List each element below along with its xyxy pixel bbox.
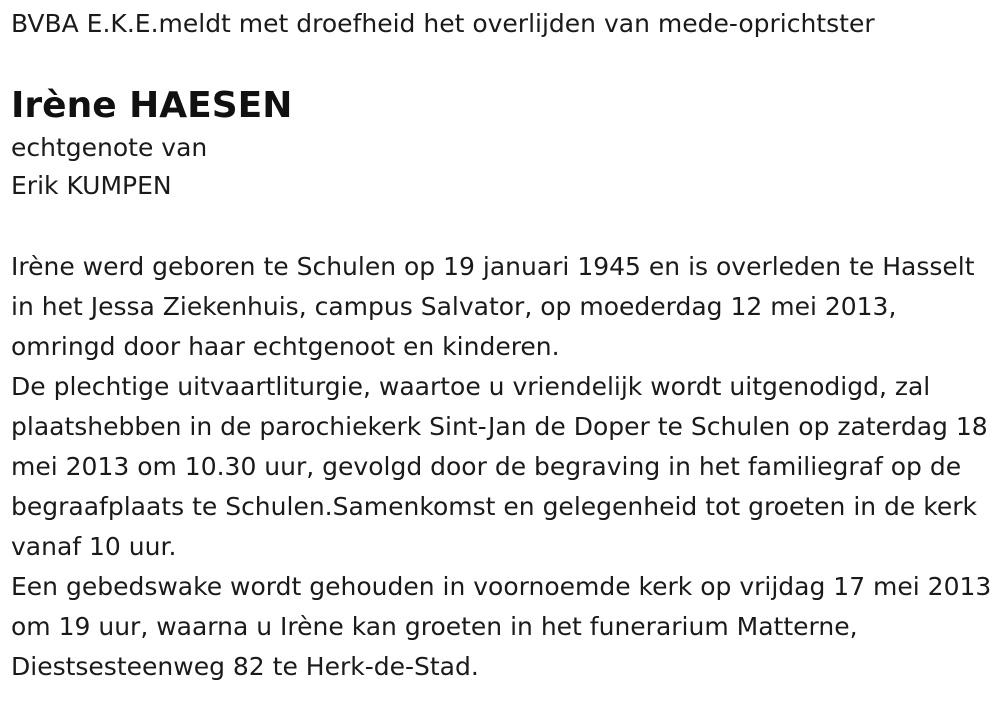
- spouse-name: Erik KUMPEN: [11, 171, 172, 200]
- notice-body: [11, 247, 996, 687]
- funeral-paragraph: De plechtige uitvaartliturgie, waartoe u vriendelijk wordt uitgenodigd, zal plaatshebben in de parochiekerk Sint-Jan de Doper te Schulen op zaterdag 18 mei 2013 om 10.30 uur, gevolgd door de begraving in het familiegraf op de begraafplaats te Schulen.Samenkomst en gelegenheid tot groeten in de kerk vanaf 10 uur.: [11, 372, 988, 561]
- relation-label: echtgenote van: [11, 133, 208, 162]
- birth-death-paragraph: Irène werd geboren te Schulen op 19 januari 1945 en is overleden te Hasselt in het Jessa Ziekenhuis, campus Salvator, op moederdag 12 mei 2013, omringd door haar echtgenoot en kinderen.: [11, 252, 975, 361]
- deceased-name: Irène HAESEN: [11, 85, 293, 126]
- obituary-notice: [11, 0, 996, 687]
- wake-paragraph: Een gebedswake wordt gehouden in voornoemde kerk op vrijdag 17 mei 2013 om 19 uur, waarna u Irène kan groeten in het funerarium Matterne, Diestsesteenweg 82 te Herk-de-Stad.: [11, 572, 992, 681]
- announcement-intro: BVBA E.K.E.meldt met droefheid het overlijden van mede-oprichtster: [11, 9, 875, 38]
